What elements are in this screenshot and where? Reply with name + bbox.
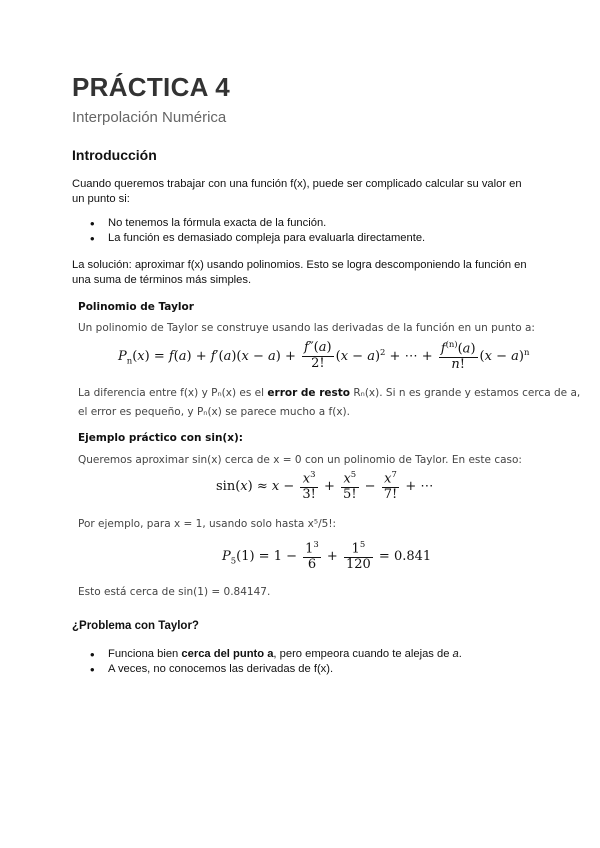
list-item: • La función es demasiado compleja para evaluarla directamente. — [88, 231, 425, 246]
remainder-line-1: La diferencia entre f(x) y Pₙ(x) es el error de resto Rₙ(x). Si n es grande y estamos cerca de a, — [78, 387, 581, 399]
p5-formula: $P_5(1) = 1$ − $\frac{1^3}{6}$ + $\frac{1^5}{120}$ = 0.841 — [222, 539, 432, 573]
solution-paragraph: La solución: aproximar f(x) usando polinomios. Esto se logra descomponiendo la función en una suma de términos más simples. — [72, 259, 527, 286]
close-line: Esto está cerca de sin(1) = 0.84147. — [78, 586, 271, 598]
example-line: Por ejemplo, para x = 1, usando solo hasta x⁵/5!: — [78, 518, 337, 530]
taylor-formula: $P_n(x) = f(a) + f'(a)(x - a)$ + $\frac{f''(a)}{2!}$ $(x - a)^2$ + ⋯ + $\frac{f^{(n)}(a)}{n!}$ $(x - a)^n$ — [118, 339, 530, 373]
intro-heading: Introducción — [72, 147, 157, 163]
intro-paragraph: Cuando queremos trabajar con una función f(x), puede ser complicado calcular su valor en un punto si: — [72, 178, 522, 205]
remainder-line-2: el error es pequeño, y Pₙ(x) se parece mucho a f(x). — [78, 406, 350, 418]
taylor-heading: Polinomio de Taylor — [78, 301, 194, 313]
example-intro: Queremos aproximar sin(x) cerca de x = 0 con un polinomio de Taylor. En este caso: — [78, 454, 522, 466]
page-title: PRÁCTICA 4 — [72, 72, 231, 102]
sin-series-formula: sin(x) ≈ x − $\frac{x^3}{3!}$ + $\frac{x^5}{5!}$ − $\frac{x^7}{7!}$ + ⋯ — [216, 469, 434, 503]
problem-heading: ¿Problema con Taylor? — [72, 620, 199, 632]
problem-bullet-list — [88, 647, 462, 677]
page-subtitle: Interpolación Numérica — [72, 109, 227, 126]
intro-bullet-list — [88, 216, 425, 246]
list-item: • A veces, no conocemos las derivadas de f(x). — [88, 662, 462, 677]
list-item: • No tenemos la fórmula exacta de la función. — [88, 216, 425, 231]
taylor-notes-image — [72, 296, 581, 610]
taylor-intro: Un polinomio de Taylor se construye usando las derivadas de la función en un punto a: — [78, 322, 535, 334]
example-heading: Ejemplo práctico con sin(x): — [78, 432, 243, 444]
list-item: • Funciona bien cerca del punto a, pero empeora cuando te alejas de a. — [88, 647, 462, 662]
